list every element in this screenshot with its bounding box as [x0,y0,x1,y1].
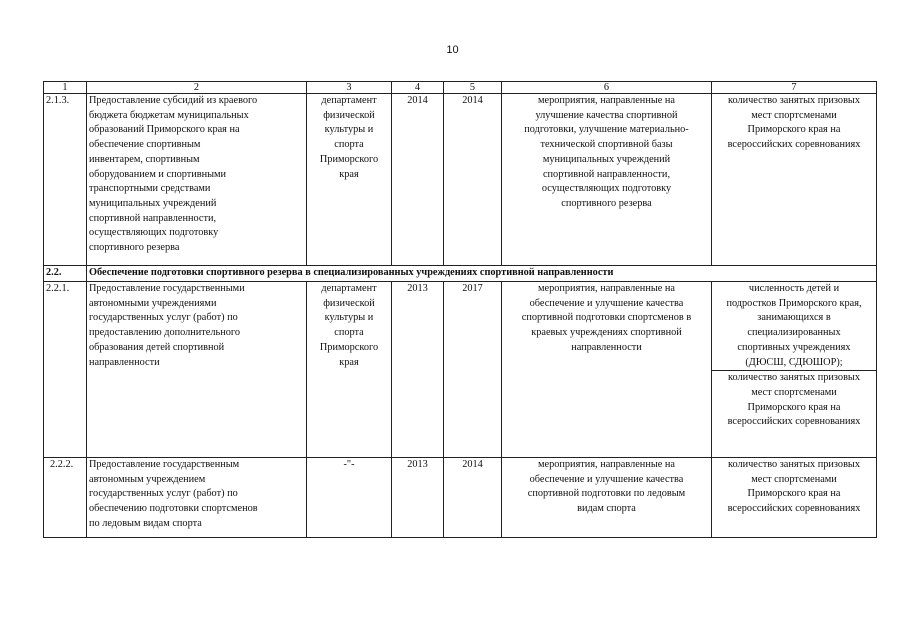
column-number: 3 [307,82,392,94]
cell-line: мест спортсменами [751,473,837,485]
cell-line: обеспечение спортивным [89,139,201,151]
cell-line: края [339,168,359,180]
cell-line: спортивного резерва [561,197,652,209]
cell-line: муниципальных учреждений [542,153,671,165]
cell-line: краевых учреждениях спортивной [531,327,682,339]
cell-line: Приморского края на [747,124,841,136]
cell-line: департамент [321,283,377,294]
cell-line: муниципальных учреждений [89,197,217,209]
end-year: 2014 [444,458,502,538]
cell-line: спорта [334,327,364,339]
column-number: 1 [44,82,87,94]
cell-line: Предоставление государственным [89,459,240,470]
indicator [714,458,874,517]
indicators [712,458,877,538]
indicators [712,94,877,266]
cell-line: образования детей спортивной [89,341,225,353]
cell-line: направленности [571,341,642,353]
end-year: 2017 [444,282,502,458]
indicators [712,282,877,458]
cell-line: культуры и [324,124,374,136]
start-year: 2013 [392,458,444,538]
table-row [44,94,877,266]
expected-result [502,282,712,458]
expected-result [502,458,712,538]
cell-line: обеспечение и улучшение качества [529,297,684,309]
cell-line: всероссийских соревнованиях [727,416,861,428]
cell-line: спортивной подготовки по ледовым [527,488,686,500]
cell-line: департамент [321,95,377,106]
indicator [714,282,874,370]
cell-line: государственных услуг (работ) по [89,488,238,500]
cell-line: физической [323,109,375,121]
executor [307,282,392,458]
measure-name [87,282,307,458]
cell-line: мест спортсменами [751,109,837,121]
cell-line: подростков Приморского края, [726,297,862,309]
cell-line: физической [323,297,375,309]
cell-line: количество занятых призовых [727,372,860,384]
cell-line: обеспечение и улучшение качества [529,473,684,485]
cell-line: -"- [343,459,355,470]
measure-name [87,458,307,538]
cell-line: Предоставление государственными [89,283,245,294]
cell-line: инвентарем, спортивным [89,153,200,165]
section-title: Обеспечение подготовки спортивного резерва в специализированных учреждениях спортивной направленности [87,266,877,282]
cell-line: технической спортивной базы [540,139,673,151]
cell-line: транспортными средствами [89,183,211,195]
cell-line: количество занятых призовых [727,459,860,470]
cell-line: специализированных [747,327,841,339]
cell-line: спортивной направленности, [89,212,217,224]
cell-line: обеспечению подготовки спортсменов [89,503,258,515]
page-number: 10 [446,44,459,56]
cell-line: направленности [89,356,160,368]
row-number: 2.1.3. [44,94,87,266]
cell-line: Приморского [319,153,379,165]
cell-line: мероприятия, направленные на [538,459,675,470]
column-number: 7 [712,82,877,94]
cell-line: автономным учреждением [89,473,206,485]
row-number: 2.2.1. [44,282,87,458]
cell-line: занимающихся в [757,312,831,324]
column-number: 2 [87,82,307,94]
cell-line: Приморского края на [747,401,841,413]
cell-line: (ДЮСШ, СДЮШОР); [745,356,843,368]
start-year: 2014 [392,94,444,266]
indicator [714,94,874,153]
section-row [44,266,877,282]
cell-line: по ледовым видам спорта [89,517,202,529]
executor [307,94,392,266]
column-number: 6 [502,82,712,94]
cell-line: государственных услуг (работ) по [89,312,238,324]
cell-line: осуществляющих подготовку [541,183,672,195]
cell-line: спортивного резерва [89,242,180,254]
program-table [43,81,877,538]
cell-line: спортивной подготовки спортсменов в [521,312,692,324]
column-number-row [44,82,877,94]
table-row [44,282,877,458]
cell-line: оборудованием и спортивными [89,168,227,180]
cell-line: количество занятых призовых [727,95,860,106]
cell-line: улучшение качества спортивной [535,109,678,121]
start-year: 2013 [392,282,444,458]
executor [307,458,392,538]
cell-line: мероприятия, направленные на [538,95,675,106]
cell-line: мест спортсменами [751,386,837,398]
cell-line: подготовки, улучшение материально- [524,124,689,136]
column-number: 4 [392,82,444,94]
cell-line: спортивных учреждениях [737,341,851,353]
cell-line: осуществляющих подготовку [89,227,219,239]
cell-line: образований Приморского края на [89,124,240,136]
row-number: 2.2. [44,266,87,282]
cell-line: Предоставление субсидий из краевого [89,95,258,106]
expected-result [502,94,712,266]
cell-line: спорта [334,139,364,151]
cell-line: предоставлению дополнительного [89,327,240,339]
cell-line: Приморского [319,341,379,353]
cell-line: всероссийских соревнованиях [727,139,861,151]
cell-line: всероссийских соревнованиях [727,503,861,515]
end-year: 2014 [444,94,502,266]
row-number: 2.2.2. [44,458,87,538]
cell-line: культуры и [324,312,374,324]
cell-line: края [339,356,359,368]
cell-line: видам спорта [577,503,636,515]
indicator [712,370,876,430]
column-number: 5 [444,82,502,94]
table-row [44,458,877,538]
cell-line: автономными учреждениями [89,297,217,309]
cell-line: численность детей и [748,283,840,294]
measure-name [87,94,307,266]
cell-line: спортивной направленности, [542,168,671,180]
cell-line: Приморского края на [747,488,841,500]
cell-line: бюджета бюджетам муниципальных [89,109,249,121]
cell-line: мероприятия, направленные на [538,283,675,294]
